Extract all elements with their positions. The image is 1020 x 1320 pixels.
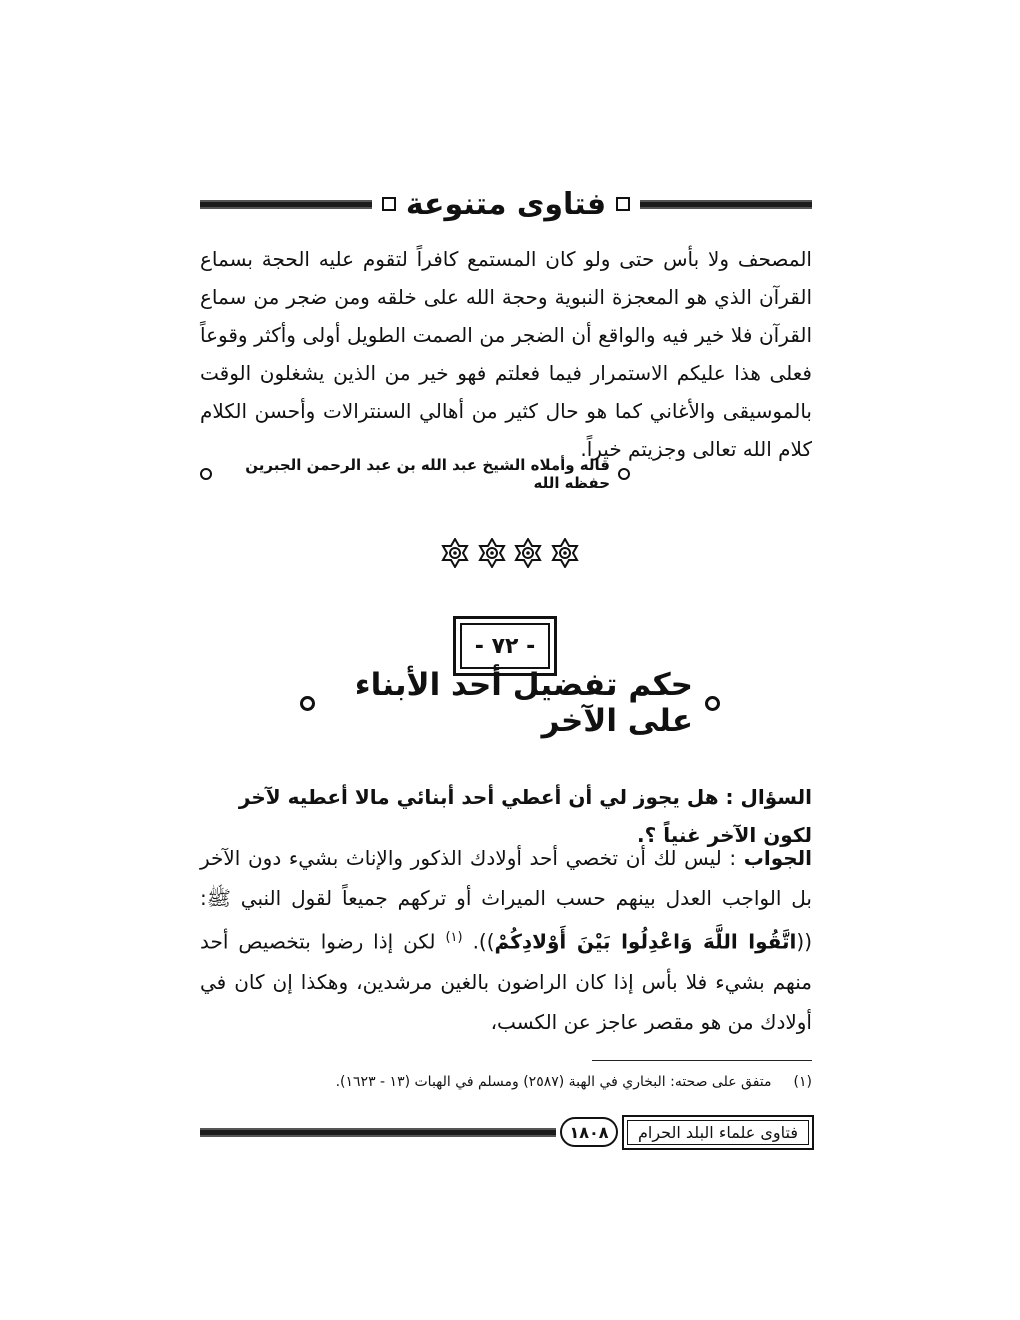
header-rule-left	[200, 200, 372, 209]
attribution-text: قاله وأملاه الشيخ عبد الله بن عبد الرحمن الجبرين حفظه الله	[245, 456, 610, 492]
answer	[200, 838, 812, 1042]
hadith-quote: اتَّقُوا اللَّهَ وَاعْدِلُوا بَيْنَ أَوْلادِكُمْ	[494, 929, 797, 954]
section-divider-ornaments	[440, 535, 580, 571]
circle-bullet-icon	[200, 468, 212, 480]
running-footer	[200, 1112, 814, 1152]
footnote-number: (١)	[793, 1074, 812, 1090]
circle-bullet-icon	[705, 696, 720, 711]
attribution-line	[200, 456, 630, 492]
footer-rule	[200, 1128, 556, 1137]
circle-bullet-icon	[618, 468, 630, 480]
header-title: فتاوى متنوعة	[405, 186, 607, 222]
footnote	[280, 1068, 812, 1096]
header-square-icon	[382, 197, 396, 211]
star-ornament-icon	[477, 538, 507, 568]
answer-text-end: لكن إذا رضوا بتخصيص أحد منهم بشيء فلا بأس إذا كان الراضون بالغين مرشدين، وهكذا إن كان في أولادك من هو مقصر عاجز عن الكسب،	[200, 929, 812, 1034]
book-title-box	[622, 1115, 814, 1150]
circle-bullet-icon	[300, 696, 315, 711]
question-label: السؤال	[740, 785, 812, 809]
answer-label: الجواب	[743, 846, 813, 870]
fatwa-title-text: حكم تفضيل أحد الأبناء على الآخر	[354, 667, 693, 739]
footnote-reference[interactable]: (١)	[445, 930, 463, 945]
intro-paragraph: المصحف ولا بأس حتى ولو كان المستمع كافراً لتقوم عليه الحجة بسماع القرآن الذي هو المعجزة النبوية وحجة الله على خلقه ومن ضجر من سماع القرآن فلا خير فيه والواقع أن الضجر من الصمت الطويل أولى وأكثر وقوعاً فعلى هذا عليكم الاستمرار فيما فعلتم فهو خير من الذين يشغلون الوقت بالموسيقى والأغاني كما هو حال كثير من أهالي السنترالات وأحسن الكلام كلام الله تعالى وجزيتم خيراً.	[200, 247, 812, 461]
star-ornament-icon	[550, 538, 580, 568]
header-square-icon	[616, 197, 630, 211]
header-rule-right	[640, 200, 812, 209]
running-header	[200, 182, 812, 226]
footnote-rule	[592, 1060, 812, 1061]
fatwa-title	[300, 667, 720, 739]
book-title: فتاوى علماء البلد الحرام	[627, 1120, 809, 1145]
question-text: : هل يجوز لي أن أعطي أحد أبنائي مالا أعطيه لآخر لكون الآخر غنياً ؟.	[238, 785, 812, 847]
page-number: ١٨٠٨	[560, 1117, 618, 1147]
answer-text-before: : ليس لك أن تخصي أحد أولادك الذكور والإناث بشيء دون الآخر بل الواجب العدل بينهم حسب الميراث أو تركهم جميعاً لقول النبي ﷺ: ((	[200, 846, 813, 954]
answer-text-after-hadith: )).	[472, 929, 495, 954]
footnote-text: متفق على صحته: البخاري في الهبة (٢٥٨٧) ومسلم في الهبات (١٣ - ١٦٢٣).	[335, 1074, 772, 1090]
star-ornament-icon	[440, 538, 470, 568]
fatwa-number: - ٧٢ -	[460, 623, 550, 669]
star-ornament-icon	[513, 538, 543, 568]
